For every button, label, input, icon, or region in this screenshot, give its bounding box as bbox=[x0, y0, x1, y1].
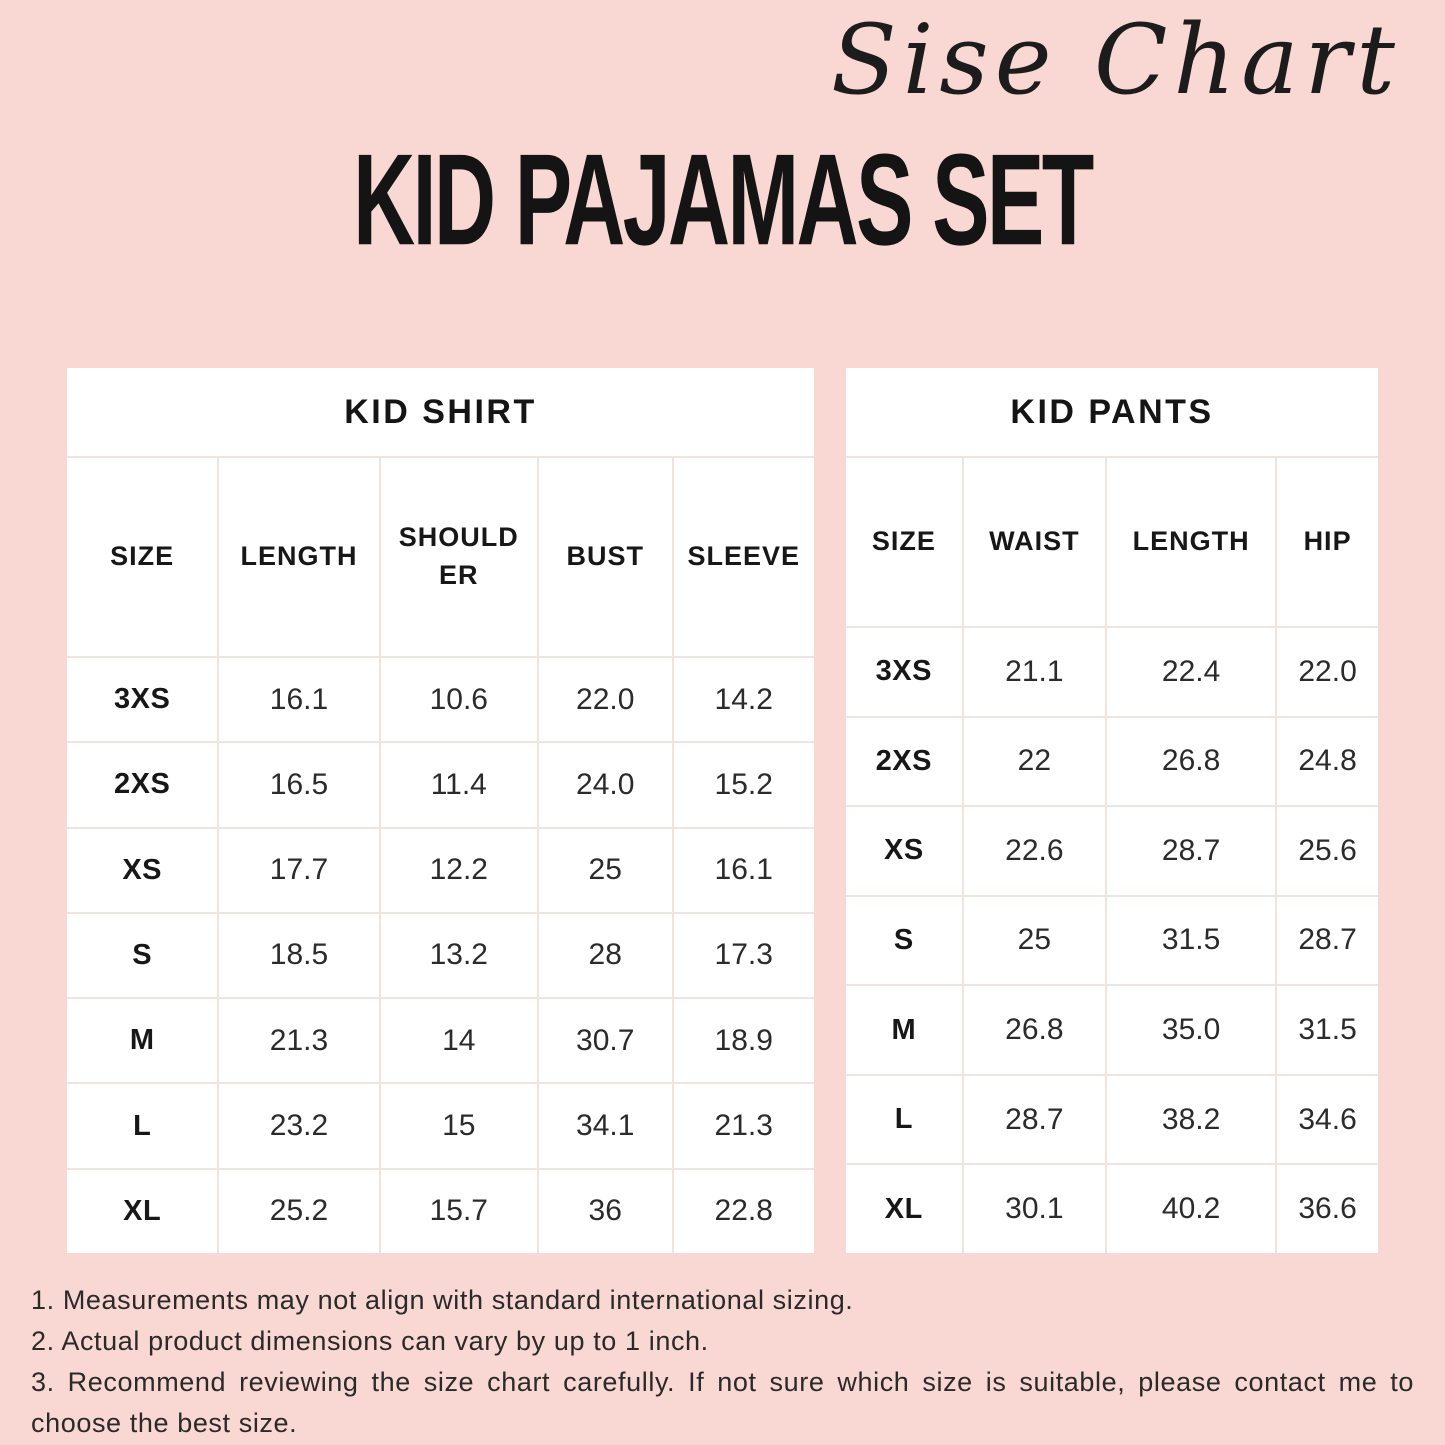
value-cell: 28 bbox=[539, 914, 672, 997]
value-cell: 22.4 bbox=[1107, 628, 1275, 716]
value-cell: 18.5 bbox=[219, 914, 378, 997]
value-cell: 12.2 bbox=[381, 829, 537, 912]
note-line: 2. Actual product dimensions can vary by up to 1 inch. bbox=[31, 1326, 709, 1356]
main-title-wrap bbox=[0, 126, 1445, 273]
script-brand-title: Sise Chart bbox=[830, 4, 1401, 116]
value-cell: 15.7 bbox=[381, 1170, 537, 1253]
value-cell: 31.5 bbox=[1107, 897, 1275, 985]
column-header: SHOULDER bbox=[381, 458, 537, 656]
column-header: SIZE bbox=[846, 458, 962, 626]
size-table bbox=[846, 368, 1378, 1253]
value-cell: 28.7 bbox=[1107, 807, 1275, 895]
value-cell: 36.6 bbox=[1277, 1165, 1378, 1253]
value-cell: 15 bbox=[381, 1084, 537, 1167]
value-cell: 26.8 bbox=[1107, 718, 1275, 806]
value-cell: 25.2 bbox=[219, 1170, 378, 1253]
value-cell: 21.1 bbox=[964, 628, 1105, 716]
value-cell: 36 bbox=[539, 1170, 672, 1253]
value-cell: 17.3 bbox=[674, 914, 814, 997]
value-cell: 26.8 bbox=[964, 986, 1105, 1074]
value-cell: 16.1 bbox=[219, 658, 378, 741]
size-table bbox=[67, 368, 814, 1253]
size-label-cell: S bbox=[846, 897, 962, 985]
table-title: KID SHIRT bbox=[67, 368, 814, 456]
page-title: KID PAJAMAS SET bbox=[353, 127, 1092, 273]
note-line: 3. Recommend reviewing the size chart carefully. If not sure which size is suitable, please contact me to choose the best size. bbox=[31, 1367, 1414, 1438]
value-cell: 16.5 bbox=[219, 743, 378, 826]
size-label-cell: 3XS bbox=[67, 658, 217, 741]
value-cell: 22.0 bbox=[539, 658, 672, 741]
column-header: BUST bbox=[539, 458, 672, 656]
size-label-cell: XL bbox=[846, 1165, 962, 1253]
value-cell: 22.0 bbox=[1277, 628, 1378, 716]
value-cell: 11.4 bbox=[381, 743, 537, 826]
value-cell: 40.2 bbox=[1107, 1165, 1275, 1253]
value-cell: 24.8 bbox=[1277, 718, 1378, 806]
size-label-cell: M bbox=[846, 986, 962, 1074]
size-label-cell: 3XS bbox=[846, 628, 962, 716]
column-header: SIZE bbox=[67, 458, 217, 656]
value-cell: 17.7 bbox=[219, 829, 378, 912]
size-label-cell: L bbox=[67, 1084, 217, 1167]
value-cell: 21.3 bbox=[219, 999, 378, 1082]
value-cell: 14.2 bbox=[674, 658, 814, 741]
value-cell: 22.8 bbox=[674, 1170, 814, 1253]
value-cell: 25 bbox=[964, 897, 1105, 985]
value-cell: 34.1 bbox=[539, 1084, 672, 1167]
value-cell: 14 bbox=[381, 999, 537, 1082]
value-cell: 38.2 bbox=[1107, 1076, 1275, 1164]
size-label-cell: 2XS bbox=[67, 743, 217, 826]
value-cell: 34.6 bbox=[1277, 1076, 1378, 1164]
note-line: 1. Measurements may not align with standard international sizing. bbox=[31, 1285, 854, 1315]
tables-area bbox=[67, 368, 1378, 1253]
column-header: LENGTH bbox=[1107, 458, 1275, 626]
value-cell: 24.0 bbox=[539, 743, 672, 826]
table-title: KID PANTS bbox=[846, 368, 1378, 456]
size-label-cell: XS bbox=[67, 829, 217, 912]
value-cell: 31.5 bbox=[1277, 986, 1378, 1074]
column-header: LENGTH bbox=[219, 458, 378, 656]
value-cell: 16.1 bbox=[674, 829, 814, 912]
value-cell: 21.3 bbox=[674, 1084, 814, 1167]
value-cell: 35.0 bbox=[1107, 986, 1275, 1074]
value-cell: 18.9 bbox=[674, 999, 814, 1082]
column-header: WAIST bbox=[964, 458, 1105, 626]
size-label-cell: L bbox=[846, 1076, 962, 1164]
value-cell: 10.6 bbox=[381, 658, 537, 741]
value-cell: 22.6 bbox=[964, 807, 1105, 895]
value-cell: 28.7 bbox=[1277, 897, 1378, 985]
column-header: SLEEVE bbox=[674, 458, 814, 656]
size-label-cell: XL bbox=[67, 1170, 217, 1253]
value-cell: 13.2 bbox=[381, 914, 537, 997]
column-header: HIP bbox=[1277, 458, 1378, 626]
value-cell: 15.2 bbox=[674, 743, 814, 826]
value-cell: 30.7 bbox=[539, 999, 672, 1082]
size-label-cell: 2XS bbox=[846, 718, 962, 806]
size-label-cell: M bbox=[67, 999, 217, 1082]
value-cell: 22 bbox=[964, 718, 1105, 806]
value-cell: 25.6 bbox=[1277, 807, 1378, 895]
size-label-cell: S bbox=[67, 914, 217, 997]
value-cell: 23.2 bbox=[219, 1084, 378, 1167]
value-cell: 30.1 bbox=[964, 1165, 1105, 1253]
value-cell: 25 bbox=[539, 829, 672, 912]
value-cell: 28.7 bbox=[964, 1076, 1105, 1164]
size-label-cell: XS bbox=[846, 807, 962, 895]
footer-notes bbox=[31, 1280, 1414, 1444]
